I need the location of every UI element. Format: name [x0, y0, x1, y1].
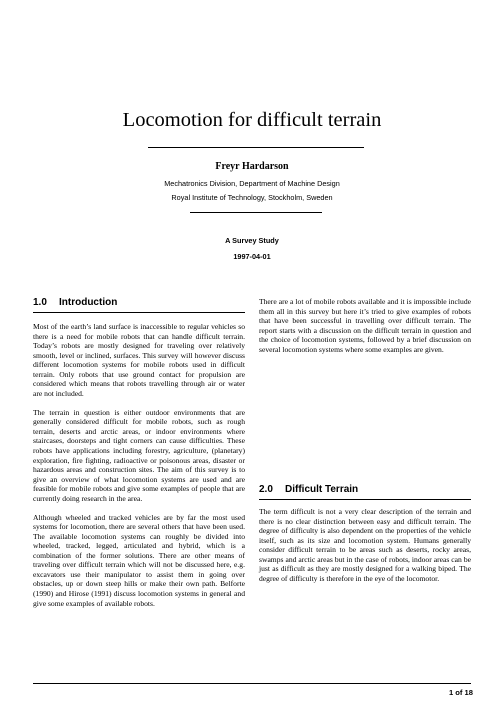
section-number: 1.0 — [33, 297, 47, 308]
document-date: 1997-04-01 — [233, 252, 271, 261]
paper-title: Locomotion for difficult terrain — [122, 109, 382, 131]
affiliation-division: Mechatronics Division, Department of Machine Design — [164, 179, 340, 188]
paragraph: The term difficult is not a very clear description of the terrain and there is no clear distinction between easy and difficult terrain. The degree of difficulty is also dependent on the properties of the vehicle itself, such as its size and locomotion system. Humans generally consider difficult terrain to be areas such as deserts, rocky areas, swamps and arctic areas but in the case of robots, indoor areas can be just as difficult as they are mostly designed for a walking biped. The degree of difficulty is therefore in the eye of the locomotor. — [259, 507, 471, 583]
section-rule-introduction — [33, 312, 245, 313]
section-heading-introduction — [33, 297, 117, 308]
page-number: 1 of 18 — [448, 688, 473, 697]
paragraph: Although wheeled and tracked vehicles are by far the most used systems for locomotion, there are several others that have been used. The available locomotion systems can roughly be divided into wheeled, tracked, legged, articulated and hybrid, which is a combination of the former solutions. There are other means of traveling over difficult terrain which will not be discussed here, e.g. excavators use their manipulator to assist them in going over obstacles, up or down steep hills or make their own path. Belforte (1990) and Hirose (1991) discuss locomotion systems in general and give some examples of available robots. — [33, 512, 245, 608]
column-right — [259, 297, 471, 364]
document-type: A Survey Study — [225, 236, 279, 245]
paragraph: The terrain in question is either outdoor environments that are generally considered difficult for mobile robots, such as rough terrain, deserts and arctic areas, or indoor environments where staircases, doorsteps and tight corners can cause difficulties. These robots have applications including forestry, agriculture, (planetary) exploration, fire fighting, radioactive or poisonous areas, disaster or hazardous areas and construction sites. The aim of this survey is to give an overview of what locomotion systems are used and are feasible for mobile robots and give some examples of people that are currently doing research in the area. — [33, 407, 245, 503]
section-number: 2.0 — [259, 484, 273, 495]
paragraph: There are a lot of mobile robots available and it is impossible include them all in this survey but here it’s tried to give examples of robots that have been successful in travelling over difficult terrain. The report starts with a discussion on the difficult terrain in question and the choice of locomotion systems, followed by a brief discussion on several locomotion systems where some examples are given. — [259, 297, 471, 354]
title-rule — [148, 147, 364, 148]
section-title: Difficult Terrain — [285, 484, 359, 495]
footer-rule — [33, 683, 471, 684]
section-title: Introduction — [59, 297, 118, 308]
paragraph: Most of the earth’s land surface is inaccessible to regular vehicles so there is a need for mobile robots that can handle difficult terrain. Today’s robots are mostly designed for traveling over relatively smooth, level or inclined, surfaces. This survey will however discuss different locomotion systems for mobile robots used in difficult terrain. Only robots that use ground contact for propulsion are considered which means that robots travelling through air or water are not included. — [33, 322, 245, 398]
affiliation-rule — [190, 212, 322, 213]
author-name: Freyr Hardarson — [215, 161, 289, 172]
section-heading-difficult-terrain — [259, 484, 358, 495]
column-left — [33, 322, 245, 617]
affiliation-institute: Royal Institute of Technology, Stockholm, Sweden — [171, 193, 333, 202]
section-rule-difficult-terrain — [259, 499, 471, 500]
column-right-continued — [259, 507, 471, 593]
